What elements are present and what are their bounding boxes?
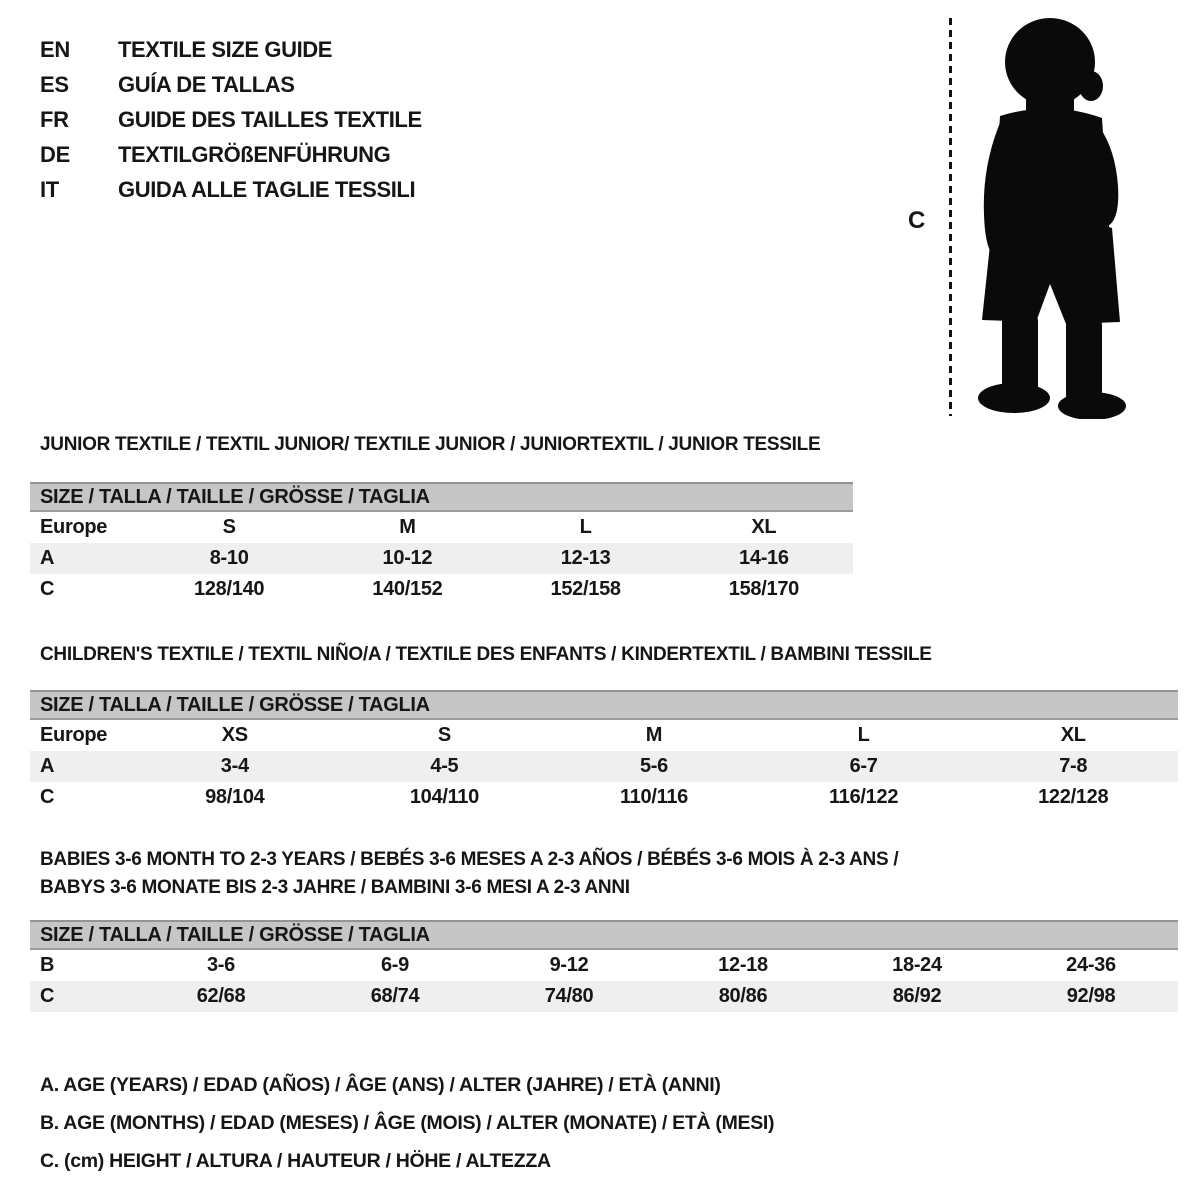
table-cell: XL bbox=[1060, 724, 1086, 746]
table-cell: C bbox=[40, 578, 55, 600]
table-cell: A bbox=[40, 547, 55, 569]
table-header-row bbox=[30, 720, 1178, 751]
table-cell: 6-9 bbox=[380, 954, 409, 976]
table-header-row bbox=[30, 512, 853, 543]
language-row-en bbox=[40, 32, 422, 67]
table-row bbox=[30, 543, 853, 574]
toddler-silhouette-image bbox=[962, 14, 1147, 419]
height-measure-dashed-line bbox=[949, 18, 952, 416]
language-code: DE bbox=[40, 141, 70, 167]
language-code: IT bbox=[40, 176, 59, 202]
language-code: FR bbox=[40, 106, 69, 132]
table-cell: 7-8 bbox=[1059, 755, 1088, 777]
table-cell: XS bbox=[221, 724, 248, 746]
table-cell: 12-13 bbox=[560, 547, 611, 569]
language-list bbox=[40, 32, 422, 207]
table-cell: A bbox=[40, 755, 55, 777]
legend-age-months: B. AGE (MONTHS) / EDAD (MESES) / ÂGE (MOIS) / ALTER (MONATE) / ETÀ (MESI) bbox=[40, 1112, 775, 1134]
table-cell: 10-12 bbox=[382, 547, 433, 569]
table-cell: 6-7 bbox=[849, 755, 878, 777]
table-cell: 62/68 bbox=[196, 985, 246, 1007]
table-cell: 5-6 bbox=[639, 755, 668, 777]
language-row-fr bbox=[40, 102, 422, 137]
table-cell: 140/152 bbox=[372, 578, 443, 600]
size-header-bar: SIZE / TALLA / TAILLE / GRÖSSE / TAGLIA bbox=[30, 482, 853, 512]
table-row bbox=[30, 782, 1178, 813]
language-code: ES bbox=[40, 71, 69, 97]
table-cell: 12-18 bbox=[718, 954, 768, 976]
language-title: TEXTILGRÖßENFÜHRUNG bbox=[118, 141, 391, 167]
table-cell: 8-10 bbox=[209, 547, 249, 569]
height-measure-label: C bbox=[908, 207, 926, 234]
table-cell: 3-6 bbox=[206, 954, 235, 976]
babies-section-heading-line1: BABIES 3-6 MONTH TO 2-3 YEARS / BEBÉS 3-6 MESES A 2-3 AÑOS / BÉBÉS 3-6 MOIS À 2-3 ANS / bbox=[40, 849, 899, 870]
table-cell: 68/74 bbox=[370, 985, 420, 1007]
table-row bbox=[30, 751, 1178, 782]
table-cell: M bbox=[645, 724, 663, 746]
table-cell: 92/98 bbox=[1066, 985, 1116, 1007]
legend-age-years: A. AGE (YEARS) / EDAD (AÑOS) / ÂGE (ANS) / ALTER (JAHRE) / ETÀ (ANNI) bbox=[40, 1074, 721, 1096]
table-cell: 104/110 bbox=[409, 786, 479, 808]
table-cell: 4-5 bbox=[430, 755, 459, 777]
table-row bbox=[30, 574, 853, 605]
table-cell: 122/128 bbox=[1038, 786, 1109, 808]
table-cell: L bbox=[579, 516, 592, 538]
table-cell: Europe bbox=[40, 724, 108, 746]
table-cell: 24-36 bbox=[1066, 954, 1116, 976]
babies-section-heading-line2: BABYS 3-6 MONATE BIS 2-3 JAHRE / BAMBINI 3-6 MESI A 2-3 ANNI bbox=[40, 877, 630, 898]
language-row-it bbox=[40, 172, 422, 207]
table-cell: C bbox=[40, 786, 55, 808]
table-cell: 158/170 bbox=[728, 578, 799, 600]
size-header-bar: SIZE / TALLA / TAILLE / GRÖSSE / TAGLIA bbox=[30, 690, 1178, 720]
table-cell: B bbox=[40, 954, 55, 976]
children-section-heading: CHILDREN'S TEXTILE / TEXTIL NIÑO/A / TEXTILE DES ENFANTS / KINDERTEXTIL / BAMBINI TESSILE bbox=[40, 644, 932, 665]
table-cell: 74/80 bbox=[544, 985, 594, 1007]
language-code: EN bbox=[40, 36, 70, 62]
table-cell: C bbox=[40, 985, 55, 1007]
table-cell: M bbox=[399, 516, 416, 538]
legend-height-cm: C. (cm) HEIGHT / ALTURA / HAUTEUR / HÖHE / ALTEZZA bbox=[40, 1150, 551, 1172]
language-title: GUIDE DES TAILLES TEXTILE bbox=[118, 106, 422, 132]
table-cell: S bbox=[222, 516, 236, 538]
table-cell: 18-24 bbox=[892, 954, 942, 976]
table-cell: 86/92 bbox=[892, 985, 942, 1007]
table-cell: 128/140 bbox=[194, 578, 265, 600]
table-cell: XL bbox=[751, 516, 777, 538]
table-cell: 9-12 bbox=[549, 954, 589, 976]
language-title: GUÍA DE TALLAS bbox=[118, 71, 295, 97]
language-row-es bbox=[40, 67, 422, 102]
table-cell: 3-4 bbox=[220, 755, 249, 777]
table-cell: 152/158 bbox=[550, 578, 621, 600]
table-row bbox=[30, 981, 1178, 1012]
junior-textile-section bbox=[30, 433, 853, 605]
language-row-de bbox=[40, 137, 422, 172]
table-cell: 116/122 bbox=[829, 786, 899, 808]
table-cell: S bbox=[437, 724, 451, 746]
size-header-bar: SIZE / TALLA / TAILLE / GRÖSSE / TAGLIA bbox=[30, 920, 1178, 950]
children-textile-section bbox=[30, 643, 1178, 813]
language-title: GUIDA ALLE TAGLIE TESSILI bbox=[118, 176, 416, 202]
table-cell: L bbox=[857, 724, 870, 746]
table-row bbox=[30, 950, 1178, 981]
table-cell: 110/116 bbox=[619, 786, 688, 808]
measurement-legend bbox=[40, 1066, 774, 1180]
babies-textile-section bbox=[30, 848, 1178, 1012]
table-cell: Europe bbox=[40, 516, 108, 538]
table-cell: 80/86 bbox=[718, 985, 768, 1007]
table-cell: 98/104 bbox=[205, 786, 265, 808]
language-title: TEXTILE SIZE GUIDE bbox=[118, 36, 333, 62]
junior-section-heading: JUNIOR TEXTILE / TEXTIL JUNIOR/ TEXTILE JUNIOR / JUNIORTEXTIL / JUNIOR TESSILE bbox=[40, 434, 821, 455]
table-cell: 14-16 bbox=[739, 547, 789, 569]
